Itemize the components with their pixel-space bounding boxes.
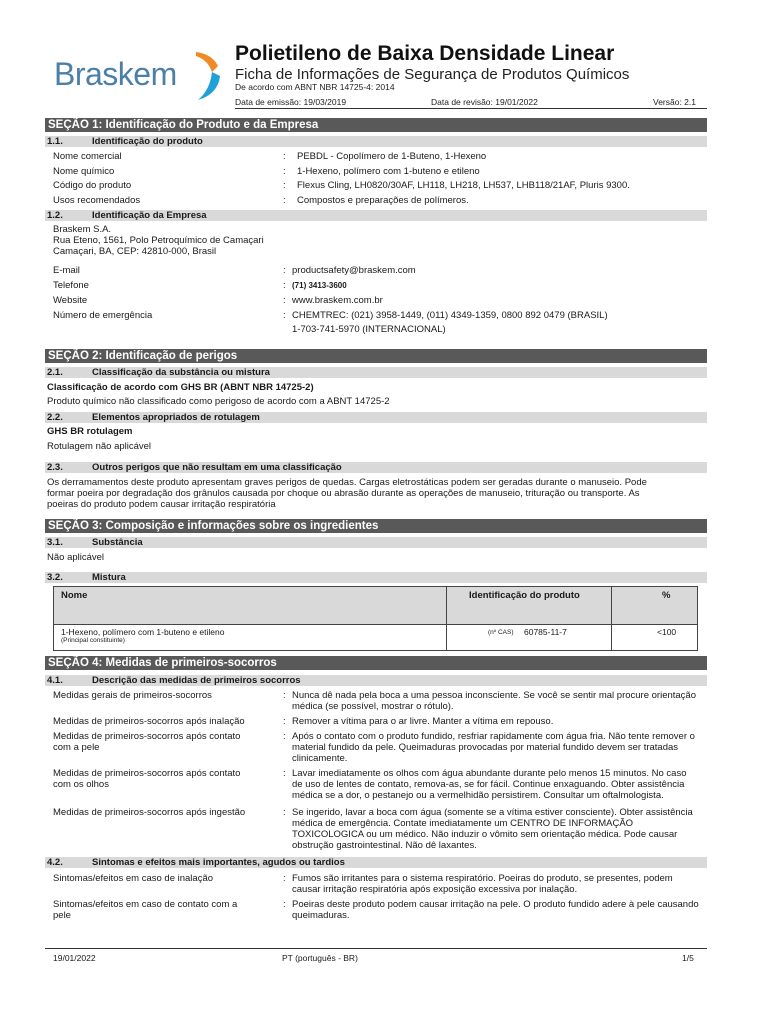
norm-reference: De acordo com ABNT NBR 14725-4: 2014 xyxy=(235,82,395,92)
subsection-number: 4.2. xyxy=(47,857,63,868)
measure-label: com a pele xyxy=(53,742,100,753)
phone-value: (71) 3413-3600 xyxy=(292,281,347,290)
table-cell-id-prefix: (nº CAS) xyxy=(488,629,514,636)
field-value: PEBDL - Copolímero de 1-Buteno, 1-Hexeno xyxy=(297,151,487,162)
field-value: 1-Hexeno, polímero com 1-buteno e etileno xyxy=(297,166,480,177)
subsection-title: Outros perigos que não resultam em uma classificação xyxy=(92,462,342,473)
measure-label: Medidas de primeiros-socorros após ingestão xyxy=(53,807,246,818)
document-subtitle: Ficha de Informações de Segurança de Produtos Químicos xyxy=(235,66,630,83)
measure-text: TOXICOLOGICA ou um médico. Não induzir o vômito sem orientação médica. Pode causar xyxy=(292,829,678,840)
subsection-number: 1.1. xyxy=(47,136,63,147)
measure-text: Lavar imediatamente os olhos com água abundante durante pelo menos 15 minutos. No caso xyxy=(292,768,687,779)
symptom-label: Sintomas/efeitos em caso de inalação xyxy=(53,873,214,884)
subsection-2-3 xyxy=(45,462,707,473)
other-hazards-line: formar poeira por degradação dos grânulos causada por choque ou abrasão durante as operações de manuseio, trituração ou transporte. As xyxy=(47,488,640,499)
measure-text: obstrução gastrointestinal. Não dê laxantes. xyxy=(292,840,477,851)
symptom-text: Poeiras deste produto podem causar irritação na pele. O produto fundido adere à pele causando xyxy=(292,899,699,910)
ghs-classification-text: Produto químico não classificado como perigoso de acordo com a ABNT 14725-2 xyxy=(47,396,390,407)
subsection-number: 3.2. xyxy=(47,572,63,583)
footer-date: 19/01/2022 xyxy=(53,953,96,963)
subsection-4-1 xyxy=(45,675,707,686)
footer-divider xyxy=(45,948,707,949)
subsection-title: Identificação da Empresa xyxy=(92,210,207,221)
subsection-title: Identificação do produto xyxy=(92,136,203,147)
measure-text: clinicamente. xyxy=(292,753,348,764)
table-header-row xyxy=(54,587,697,624)
email-link[interactable]: productsafety@braskem.com xyxy=(292,265,416,276)
subsection-1-1 xyxy=(45,136,707,147)
table-header-percent: % xyxy=(662,590,671,601)
symptom-text: causar irritação respiratória após exposição excessiva por inalação. xyxy=(292,884,578,895)
measure-text: Se ingerido, lavar a boca com água (somente se a vítima estiver consciente). Obter assistência xyxy=(292,807,693,818)
table-header-id: Identificação do produto xyxy=(469,590,580,601)
braskem-logo xyxy=(54,48,224,104)
subsection-title: Sintomas e efeitos mais importantes, agudos ou tardios xyxy=(92,857,345,868)
company-city: Camaçari, BA, CEP: 42810-000, Brasil xyxy=(53,246,217,257)
field-value: Compostos e preparações de polímeros. xyxy=(297,195,469,206)
substance-text: Não aplicável xyxy=(47,552,105,563)
measure-text: de uso de lentes de contato, remova-as, se for fácil. Continue enxaguando. Obter assistência xyxy=(292,779,685,790)
measure-label: Medidas gerais de primeiros-socorros xyxy=(53,690,212,701)
ghs-label-heading: GHS BR rotulagem xyxy=(47,426,133,437)
emergency-value-intl: 1-703-741-5970 (INTERNACIONAL) xyxy=(292,324,446,335)
subsection-title: Mistura xyxy=(92,572,126,583)
subsection-number: 3.1. xyxy=(47,537,63,548)
measure-text: médica se a dor, o pestanejo ou a vermelhidão persistirem. Consultar um oftalmologista. xyxy=(292,790,664,801)
subsection-title: Elementos apropriados de rotulagem xyxy=(92,412,260,423)
section-2-header: SEÇÃO 2: Identificação de perigos xyxy=(45,349,707,363)
field-label: Usos recomendados xyxy=(53,195,141,206)
measure-text: médica (se possível, mostrar o rótulo). xyxy=(292,701,454,712)
table-cell-percent: <100 xyxy=(657,627,677,637)
subsection-2-2 xyxy=(45,412,707,423)
logo-text: Braskem xyxy=(54,56,177,92)
website-link[interactable]: www.braskem.com.br xyxy=(292,295,383,306)
measure-text: material fundido da pele. Queimaduras provocadas por material fundido devem ser tratadas xyxy=(292,742,679,753)
subsection-number: 2.1. xyxy=(47,367,63,378)
measure-text: Após o contato com o produto fundido, resfriar rapidamente com água fria. Não tente remover o xyxy=(292,731,695,742)
logo-mark-icon xyxy=(192,48,224,104)
company-name: Braskem S.A. xyxy=(53,224,112,235)
ghs-classification-heading: Classificação de acordo com GHS BR (ABNT NBR 14725-2) xyxy=(47,382,314,393)
table-cell-name-note: (Principal constituinte) xyxy=(61,637,125,644)
subsection-number: 2.3. xyxy=(47,462,63,473)
subsection-title: Substância xyxy=(92,537,143,548)
section-3-header: SEÇÃO 3: Composição e informações sobre os ingredientes xyxy=(45,519,707,533)
company-address: Rua Eteno, 1561, Polo Petroquímico de Camaçari xyxy=(53,235,264,246)
measure-label: com os olhos xyxy=(53,779,109,790)
symptom-text: queimaduras. xyxy=(292,910,350,921)
document-title: Polietileno de Baixa Densidade Linear xyxy=(235,42,615,65)
field-label: E-mail xyxy=(53,265,80,276)
table-cell-id: 60785-11-7 xyxy=(524,627,567,637)
subsection-number: 1.2. xyxy=(47,210,63,221)
measure-label: Medidas de primeiros-socorros após inalação xyxy=(53,716,245,727)
subsection-title: Descrição das medidas de primeiros socorros xyxy=(92,675,301,686)
field-label: Código do produto xyxy=(53,180,132,191)
symptom-text: Fumos são irritantes para o sistema respiratório. Poeiras do produto, se presentes, podem xyxy=(292,873,673,884)
field-label: Número de emergência xyxy=(53,310,153,321)
symptom-label: pele xyxy=(53,910,71,921)
measure-label: Medidas de primeiros-socorros após contato xyxy=(53,768,241,779)
field-label: Website xyxy=(53,295,88,306)
field-label: Nome químico xyxy=(53,166,115,177)
emission-date: Data de emissão: 19/03/2019 xyxy=(235,97,347,107)
section-4-header: SEÇÃO 4: Medidas de primeiros-socorros xyxy=(45,656,707,670)
version: Versão: 2.1 xyxy=(653,97,697,107)
header-divider xyxy=(235,108,707,109)
footer-language: PT (português - BR) xyxy=(282,953,358,963)
table-header-name: Nome xyxy=(61,590,88,601)
measure-text: Nunca dê nada pela boca a uma pessoa inconsciente. Se você se sentir mal procure orientação xyxy=(292,690,696,701)
subsection-3-2 xyxy=(45,572,707,583)
other-hazards-line: Os derramamentos deste produto apresentam graves perigos de quedas. Cargas eletrostáticas podem ser geradas durante o manuseio. Pode xyxy=(47,477,647,488)
field-label: Telefone xyxy=(53,280,89,291)
measure-label: Medidas de primeiros-socorros após contato xyxy=(53,731,241,742)
measure-text: Remover a vítima para o ar livre. Manter a vítima em repouso. xyxy=(292,716,554,727)
symptom-label: Sintomas/efeitos em caso de contato com a xyxy=(53,899,238,910)
measure-text: médica de emergência. Contate imediatamente um CENTRO DE INFORMAÇÃO xyxy=(292,818,634,829)
subsection-2-1 xyxy=(45,367,707,378)
subsection-1-2 xyxy=(45,210,707,221)
footer-page: 1/5 xyxy=(682,953,694,963)
emergency-value: CHEMTREC: (021) 3958-1449, (011) 4349-1359, 0800 892 0479 (BRASIL) xyxy=(292,310,608,321)
other-hazards-line: poeiras do produto podem causar irritação respiratória xyxy=(47,499,276,510)
section-1-header: SEÇÃO 1: Identificação do Produto e da Empresa xyxy=(45,118,707,132)
ghs-label-text: Rotulagem não aplicável xyxy=(47,441,152,452)
table-cell-name: 1-Hexeno, polímero com 1-buteno e etileno xyxy=(61,627,225,637)
revision-date: Data de revisão: 19/01/2022 xyxy=(431,97,538,107)
mixture-table xyxy=(53,586,698,651)
field-value: Flexus Cling, LH0820/30AF, LH118, LH218, LH537, LHB118/21AF, Pluris 9300. xyxy=(297,180,630,191)
field-label: Nome comercial xyxy=(53,151,122,162)
subsection-number: 2.2. xyxy=(47,412,63,423)
subsection-4-2 xyxy=(45,857,707,868)
subsection-title: Classificação da substância ou mistura xyxy=(92,367,270,378)
subsection-number: 4.1. xyxy=(47,675,63,686)
subsection-3-1 xyxy=(45,537,707,548)
